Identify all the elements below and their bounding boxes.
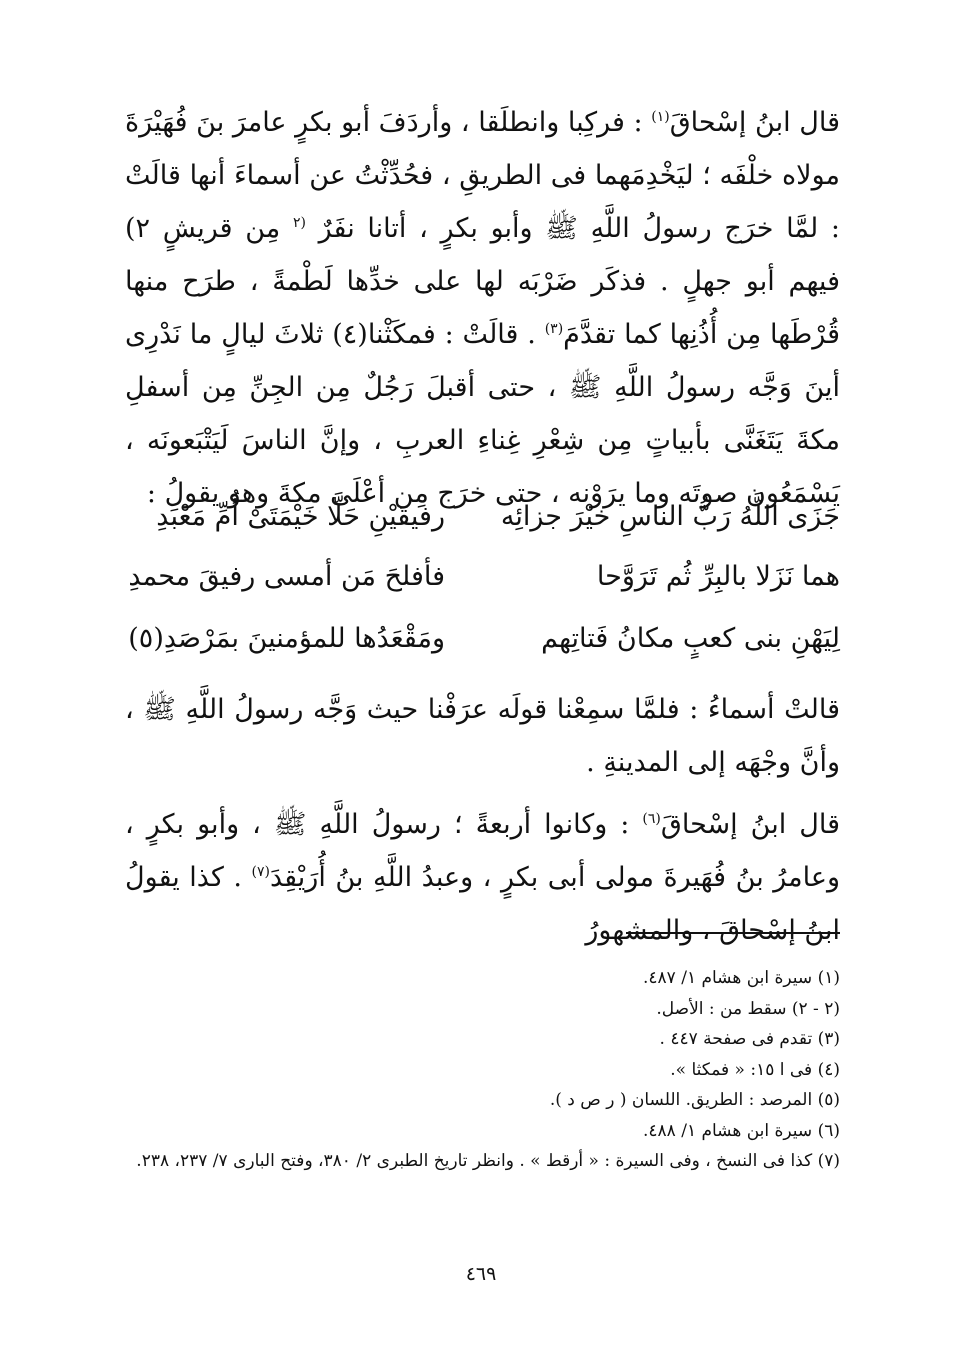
verse-second-hemistich: ومَقْعَدُها للمؤمنينَ بمَرْصَدِ(٥) <box>128 623 445 654</box>
footnote-item: (٥) المرصد : الطريق. اللسان ( ر ص د ). <box>549 1090 840 1110</box>
verse-first-hemistich: جَزَى اللَّهُ رَبُّ الناسِ خيْرَ جزائِه <box>500 501 840 532</box>
verse-second-hemistich: رفيقَيْنِ حَلَّا خَيْمَتَىْ أُمِّ مَعْبَدِ <box>156 501 445 532</box>
text-line: على خدِّها لَطْمةً ، طرَح منها قُرْطَها مِن أُذُنِها كما تقدَّمَ$^{(٣)}$ . قالَتْ : فمكَثْنا(٤) <box>125 266 840 350</box>
verse-first-hemistich: لِيَهْنِ بنى كعبٍ مكانُ فَتاتِهم <box>541 623 840 654</box>
footnote-item: (٧) كذا فى النسخ ، وفى السيرة : « أرقط » . وانظر تاريخ الطبرى ٢/ ٣٨٠، وفتح البارى ٧/ ٢٣٧، ٢٣٨. <box>136 1151 840 1171</box>
text-line: قال ابنُ إسْحاقَ$^{(٦)}$ : وكانوا أربعةً ؛ رسولُ اللَّهِ ﷺ ، وأبو بكرٍ ، وعامرُ بنُ <box>125 809 841 893</box>
footnote-ref: (١) <box>651 109 670 125</box>
footnote-item: (٣) تقدم فى صفحة ٤٤٧ . <box>659 1029 840 1049</box>
paragraph-ibn-ishaq-departure <box>125 96 840 520</box>
verse-first-hemistich: هما نَزَلا بالبِرِّ ثُم تَرَوَّحا <box>596 561 840 592</box>
text-line: ثلاثَ ليالٍ ما نَدْرِى أينَ وَجَّه رسولُ اللَّهِ ﷺ ، حتى أقبلَ رَجُلٌ مِن الجِنِّ مِن <box>125 319 840 403</box>
text-line: قال ابنُ إسْحاقَ$^{(١)}$ : فركِبا وانطلَقا ، وأردَفَ أبو بكرٍ عامرَ بنَ فُهَيْرَةَ مولاه <box>125 107 840 191</box>
footnote-ref: (٦) <box>642 811 661 827</box>
text-line: فُهَيرةَ مولى أبى بكرٍ ، وعبدُ اللَّهِ بنُ أُرَيْقِدَ$^{(٧)}$ . كذا يقولُ ابنُ إسْحاقَ ، والمشهورُ <box>125 862 840 946</box>
text-line: أسفلِ مكةَ يَتَغَنَّى بأبياتٍ مِن شِعْرِ غِناءِ العربِ ، وإنَّ الناسَ لَيَتْبَعونَه ، يَسْمَعُون <box>125 372 840 509</box>
footnote-item: (١) سيرة ابن هشام ١/ ٤٨٧. <box>642 968 840 988</box>
footnote-item: (٤) فى ا ١٥: « فمكثا ». <box>670 1059 840 1080</box>
text-line: اللَّهِ ﷺ وأبو بكرٍ ، أتانا نفَرٌ $^{(٢}$ مِن قريشٍ ٢) فيهم أبو جهلٍ . فذكَر ضَرْبَه لها <box>125 213 840 297</box>
poem-verse <box>125 550 840 604</box>
poem-verse <box>125 612 840 666</box>
footnote-item: (٦) سيرة ابن هشام ١/ ٤٨٨. <box>642 1120 840 1141</box>
paragraph-asma-account <box>125 683 840 789</box>
poem-verse <box>125 490 840 544</box>
footnote-ref: (٧) <box>251 864 270 880</box>
text-line: صوتَه وما يرَوْنه ، حتى خرَج مِن أعْلَى مكةَ وهو يقولُ : <box>146 478 738 509</box>
footnote-separator <box>626 932 840 934</box>
footnotes <box>110 963 840 1177</box>
footnote-item: (٢ - ٢) سقط من : الأصل. <box>656 998 840 1019</box>
page-number: ٤٦٩ <box>465 1263 497 1285</box>
text-line: خلْفَه ؛ ليَخْدِمَهما فى الطريقِ ، فحُدِّثْتُ عن أسماءَ أنها قالَتْ : لمَّا خرَج رسولُ <box>125 160 841 244</box>
text-line: قالتْ أسماءُ : فلمَّا سمِعْنا قولَه عرَفْنا حيث وَجَّه رسولُ اللَّهِ ﷺ ، وأنَّ <box>125 694 840 778</box>
footnote-ref: (٢ <box>292 215 306 231</box>
verse-second-hemistich: فأفلحَ مَن أمسى رفيقَ محمدِ <box>128 561 445 592</box>
footnote-ref: (٣) <box>544 321 564 337</box>
text-line: وجْهَه إلى المدينةِ . <box>586 747 792 778</box>
